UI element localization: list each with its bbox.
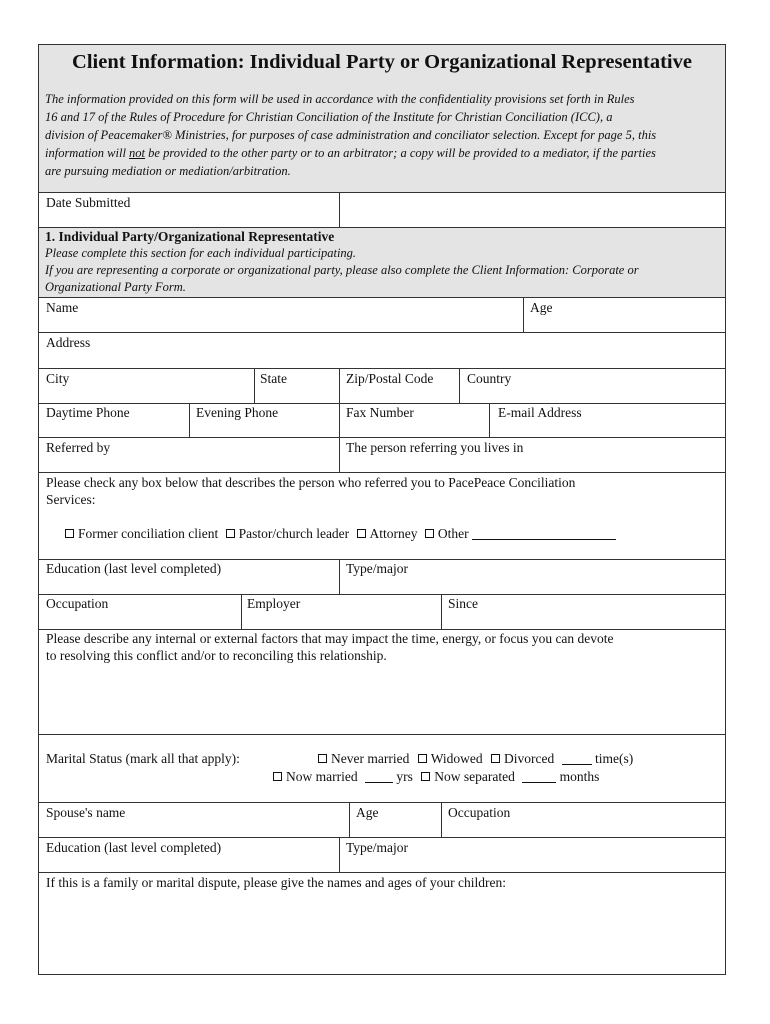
checkbox-never-married[interactable]: [318, 754, 327, 763]
children-label: If this is a family or marital dispute, please give the names and ages of your children:: [46, 875, 506, 890]
date-submitted-field[interactable]: [340, 193, 725, 227]
option-divorced[interactable]: Divorced: [491, 751, 554, 766]
intro-line-4: information will not be provided to the other party or to an arbitrator; a copy will be provided to a mediator, if the parties: [45, 146, 656, 160]
state-label: State: [260, 371, 287, 386]
section1-note-1: Please complete this section for each individual participating.: [45, 246, 357, 260]
city-label: City: [46, 371, 70, 386]
section1-note-2: If you are representing a corporate or organizational party, please also complete the Client Information: Corporate or: [45, 263, 639, 277]
address-label: Address: [46, 335, 91, 350]
checkbox-now-separated[interactable]: [421, 772, 430, 781]
intro-line-3: division of Peacemaker® Ministries, for purposes of case administration and conciliator selection. Except for page 5, this: [45, 128, 657, 142]
form-title: Client Information: Individual Party or Organizational Representative: [72, 51, 692, 73]
name-label: Name: [46, 300, 79, 315]
age-label: Age: [530, 300, 553, 315]
option-widowed[interactable]: Widowed: [418, 751, 483, 766]
checkbox-widowed[interactable]: [418, 754, 427, 763]
divorced-unit: time(s): [595, 751, 634, 766]
checkbox-now-married[interactable]: [273, 772, 282, 781]
option-other[interactable]: Other: [425, 526, 469, 541]
fax-label: Fax Number: [346, 405, 414, 420]
checkbox-pastor[interactable]: [226, 529, 235, 538]
spouse-name-label: Spouse's name: [46, 805, 126, 820]
divorced-times-blank[interactable]: [562, 752, 592, 765]
option-pastor[interactable]: Pastor/church leader: [226, 526, 350, 541]
address-field[interactable]: [39, 333, 725, 368]
since-label: Since: [448, 596, 478, 611]
married-years-blank[interactable]: [365, 770, 393, 783]
date-submitted-label: Date Submitted: [46, 195, 131, 210]
daytime-phone-label: Daytime Phone: [46, 405, 130, 420]
occupation-label: Occupation: [46, 596, 109, 611]
client-information-form: [38, 44, 726, 975]
referral-options: [65, 526, 616, 542]
option-attorney[interactable]: Attorney: [357, 526, 418, 541]
separated-unit: months: [559, 769, 600, 784]
spouse-type-major-label: Type/major: [346, 840, 409, 855]
referrer-lives-label: The person referring you lives in: [346, 440, 524, 455]
spouse-occupation-label: Occupation: [448, 805, 511, 820]
referral-question-line-1: Please check any box below that describes the person who referred you to PacePeace Conciliation: [46, 475, 576, 490]
option-now-separated[interactable]: Now separated: [421, 769, 515, 784]
option-now-married[interactable]: Now married: [273, 769, 358, 784]
education-label: Education (last level completed): [46, 561, 222, 576]
factors-line-2: to resolving this conflict and/or to reconciling this relationship.: [46, 648, 387, 663]
zip-label: Zip/Postal Code: [346, 371, 434, 386]
marital-row-1: [318, 751, 633, 767]
intro-line-1: The information provided on this form will be used in accordance with the confidentiality provisions set forth in Rules: [45, 92, 635, 106]
option-never-married[interactable]: Never married: [318, 751, 409, 766]
age-field[interactable]: [524, 298, 725, 332]
marital-label: Marital Status (mark all that apply):: [46, 751, 240, 766]
intro-line-5: are pursuing mediation or mediation/arbitration.: [45, 164, 291, 178]
other-blank[interactable]: [472, 527, 616, 540]
factors-line-1: Please describe any internal or external factors that may impact the time, energy, or focus you can devote: [46, 631, 614, 646]
country-label: Country: [467, 371, 512, 386]
married-unit: yrs: [396, 769, 413, 784]
section1-heading: 1. Individual Party/Organizational Representative: [45, 229, 335, 244]
checkbox-divorced[interactable]: [491, 754, 500, 763]
factors-answer-area[interactable]: [39, 667, 725, 733]
section1-header: [39, 227, 725, 297]
option-former-client[interactable]: Former conciliation client: [65, 526, 218, 541]
children-answer-area[interactable]: [39, 893, 725, 974]
email-label: E-mail Address: [498, 405, 582, 420]
marital-row-2: [273, 769, 599, 785]
checkbox-former-client[interactable]: [65, 529, 74, 538]
checkbox-other[interactable]: [425, 529, 434, 538]
employer-label: Employer: [247, 596, 301, 611]
intro-line-2: 16 and 17 of the Rules of Procedure for Christian Conciliation of the Institute for Christian Conciliation (ICC), a: [45, 110, 613, 124]
not-emphasis: not: [129, 146, 146, 160]
spouse-education-label: Education (last level completed): [46, 840, 222, 855]
evening-phone-label: Evening Phone: [196, 405, 279, 420]
separated-months-blank[interactable]: [522, 770, 556, 783]
referred-by-label: Referred by: [46, 440, 111, 455]
referral-question-line-2: Services:: [46, 492, 96, 507]
spouse-age-label: Age: [356, 805, 379, 820]
checkbox-attorney[interactable]: [357, 529, 366, 538]
type-major-label: Type/major: [346, 561, 409, 576]
name-field[interactable]: [39, 298, 523, 332]
form-header: [39, 45, 725, 192]
section1-note-3: Organizational Party Form.: [45, 280, 186, 294]
